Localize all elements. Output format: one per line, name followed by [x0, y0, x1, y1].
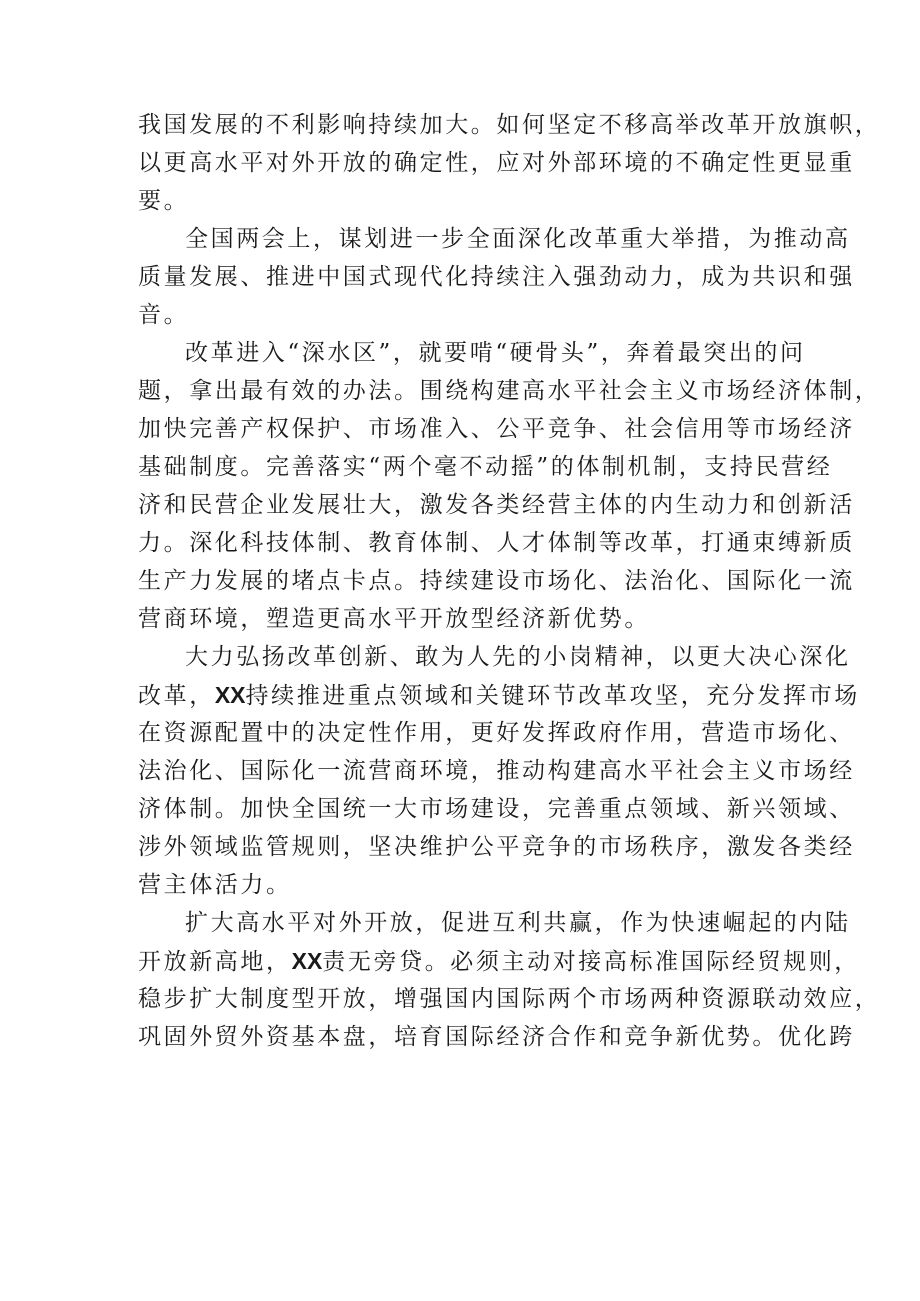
paragraph-line: 济体制。加快全国统一大市场建设，完善重点领域、新兴领域、 — [138, 796, 855, 822]
paragraph-line: 基础制度。完善落实“两个毫不动摇”的体制机制，支持民营经 — [138, 454, 833, 480]
paragraph-line: 力。深化科技体制、教育体制、人才体制等改革，打通束缚新质 — [138, 530, 855, 556]
paragraph-line: 改革，XX持续推进重点领域和关键环节改革攻坚，充分发挥市场 — [138, 682, 860, 709]
paragraph-line: 营主体活力。 — [138, 872, 292, 898]
paragraph-line: 加快完善产权保护、市场准入、公平竞争、社会信用等市场经济 — [138, 416, 855, 442]
paragraph-line: 题，拿出最有效的办法。围绕构建高水平社会主义市场经济体制， — [138, 378, 881, 404]
paragraph-1 — [138, 106, 881, 220]
paragraph-line: 要。 — [138, 188, 190, 214]
paragraph-line: 开放新高地，XX责无旁贷。必须主动对接高标准国际经贸规则， — [138, 948, 860, 975]
paragraph-line: 全国两会上，谋划进一步全面深化改革重大举措，为推动高 — [185, 226, 851, 252]
paragraph-4 — [138, 638, 860, 904]
paragraph-5 — [138, 904, 881, 1056]
paragraph-line: 质量发展、推进中国式现代化持续注入强劲动力，成为共识和强 — [138, 264, 855, 290]
paragraph-line: 以更高水平对外开放的确定性，应对外部环境的不确定性更显重 — [138, 150, 855, 176]
paragraph-line: 音。 — [138, 302, 190, 328]
paragraph-line: 营商环境，塑造更高水平开放型经济新优势。 — [138, 606, 650, 632]
paragraph-line: 大力弘扬改革创新、敢为人先的小岗精神，以更大决心深化 — [185, 644, 851, 670]
paragraph-line: 生产力发展的堵点卡点。持续建设市场化、法治化、国际化一流 — [138, 568, 855, 594]
paragraph-line: 法治化、国际化一流营商环境，推动构建高水平社会主义市场经 — [138, 758, 855, 784]
paragraph-line: 扩大高水平对外开放，促进互利共赢，作为快速崛起的内陆 — [185, 910, 851, 936]
paragraph-2 — [138, 220, 855, 334]
paragraph-line: 稳步扩大制度型开放，增强国内国际两个市场两种资源联动效应， — [138, 986, 881, 1012]
paragraph-line: 改革进入“深水区”，就要啃“硬骨头”，奔着最突出的问 — [185, 340, 806, 366]
document-body — [138, 106, 881, 1056]
paragraph-line: 济和民营企业发展壮大，激发各类经营主体的内生动力和创新活 — [138, 492, 855, 518]
paragraph-line: 在资源配置中的决定性作用，更好发挥政府作用，营造市场化、 — [138, 720, 855, 746]
paragraph-line: 我国发展的不利影响持续加大。如何坚定不移高举改革开放旗帜， — [138, 112, 881, 138]
paragraph-line: 巩固外贸外资基本盘，培育国际经济合作和竞争新优势。优化跨 — [138, 1024, 855, 1050]
paragraph-3 — [138, 334, 881, 638]
paragraph-line: 涉外领域监管规则，坚决维护公平竞争的市场秩序，激发各类经 — [138, 834, 855, 860]
